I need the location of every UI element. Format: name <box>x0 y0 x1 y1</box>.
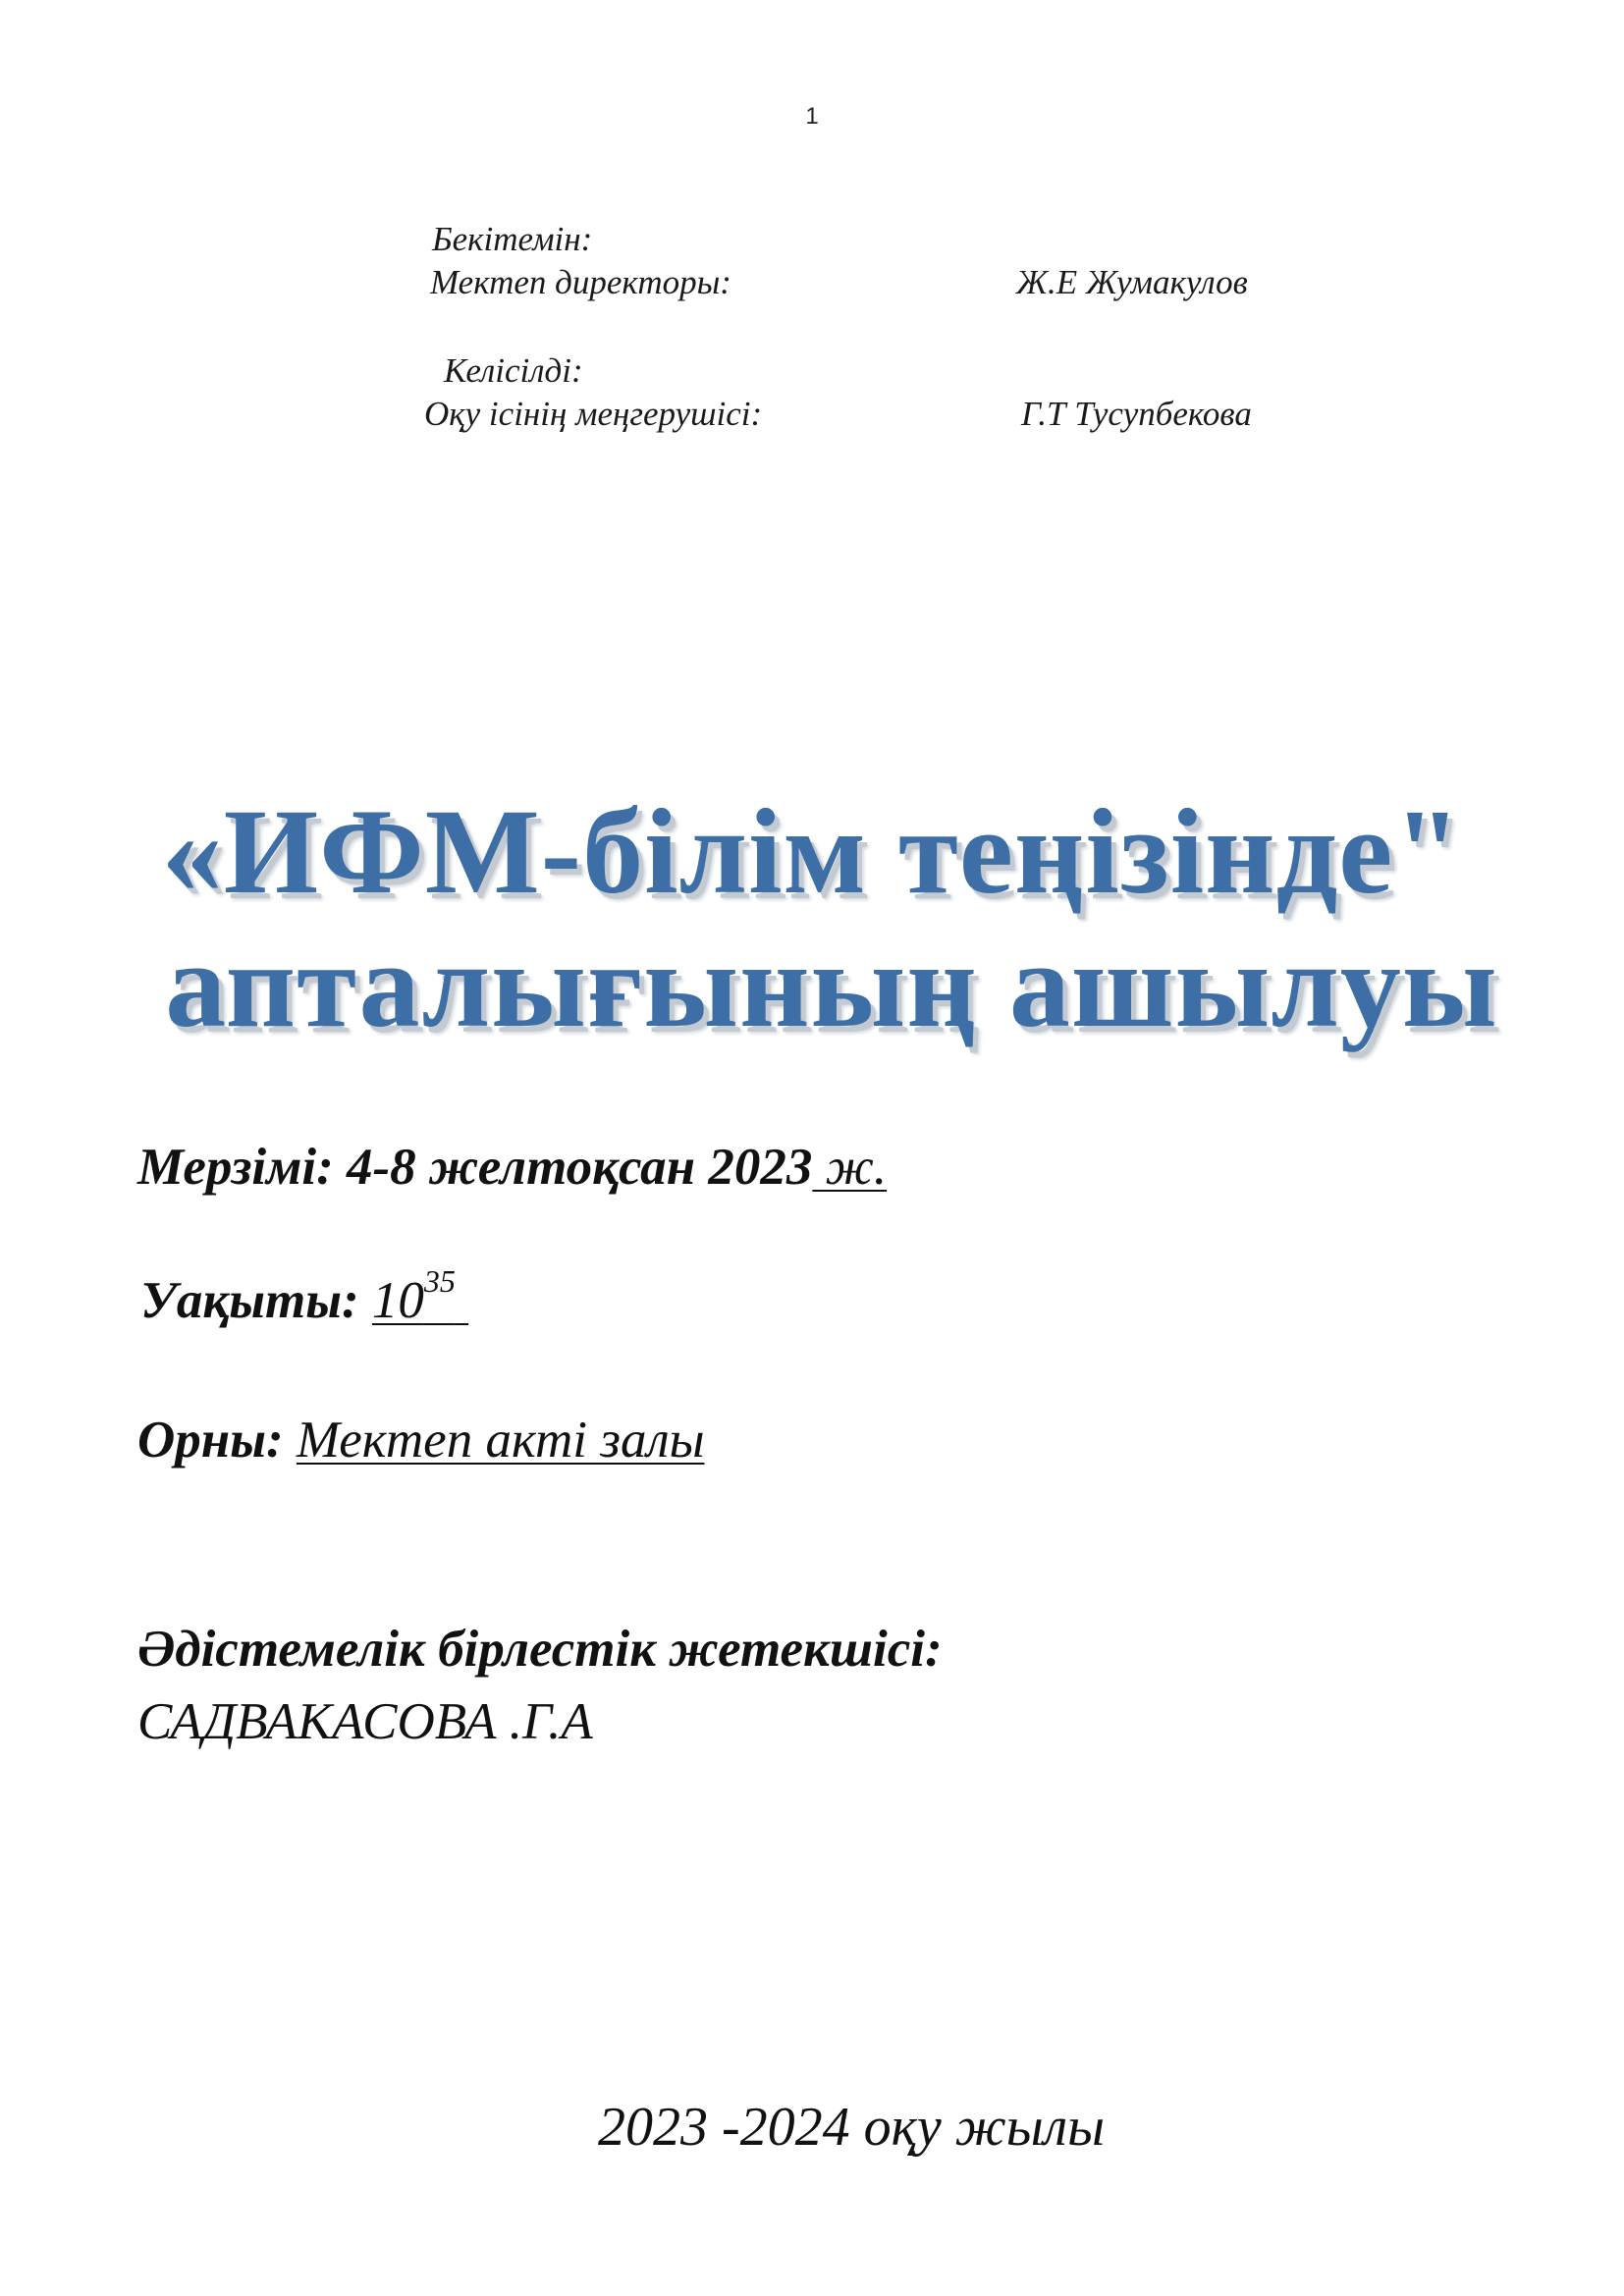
director-name: Ж.Е Жумакулов <box>1016 263 1248 301</box>
academic-year: 2023 -2024 оқу жылы <box>597 2097 1106 2158</box>
place-value: Мектеп акті залы <box>296 1412 705 1468</box>
approved-label: Бекітемін: <box>432 220 593 258</box>
time-line <box>140 1263 468 1332</box>
title-line-2: апталығының ашылуы <box>165 918 1498 1052</box>
director-role: Мектеп директоры: <box>430 263 731 301</box>
title-line-1: «ИФМ-білім теңізінде" <box>161 784 1463 919</box>
date-suffix: ж. <box>812 1139 888 1196</box>
date-line <box>137 1136 887 1199</box>
time-minute: 35 <box>423 1263 456 1299</box>
leader-label: Әдістемелік бірлестік жетекшісі: <box>137 1621 943 1678</box>
head-role: Оқу ісінің меңгерушісі: <box>424 395 763 433</box>
agreed-label: Келісілді: <box>444 351 583 390</box>
leader-name: САДВАКАСОВА .Г.А <box>137 1693 593 1750</box>
time-value <box>371 1263 468 1329</box>
time-hour: 10 <box>371 1272 424 1329</box>
place-line <box>137 1409 704 1471</box>
page-number: 1 <box>805 103 819 130</box>
head-name: Г.Т Тусупбекова <box>1021 395 1252 433</box>
date-label: Мерзімі: 4-8 желтоқсан 2023 <box>137 1139 813 1196</box>
place-label: Орны: <box>137 1412 284 1468</box>
time-label: Уақыты: <box>140 1272 359 1329</box>
